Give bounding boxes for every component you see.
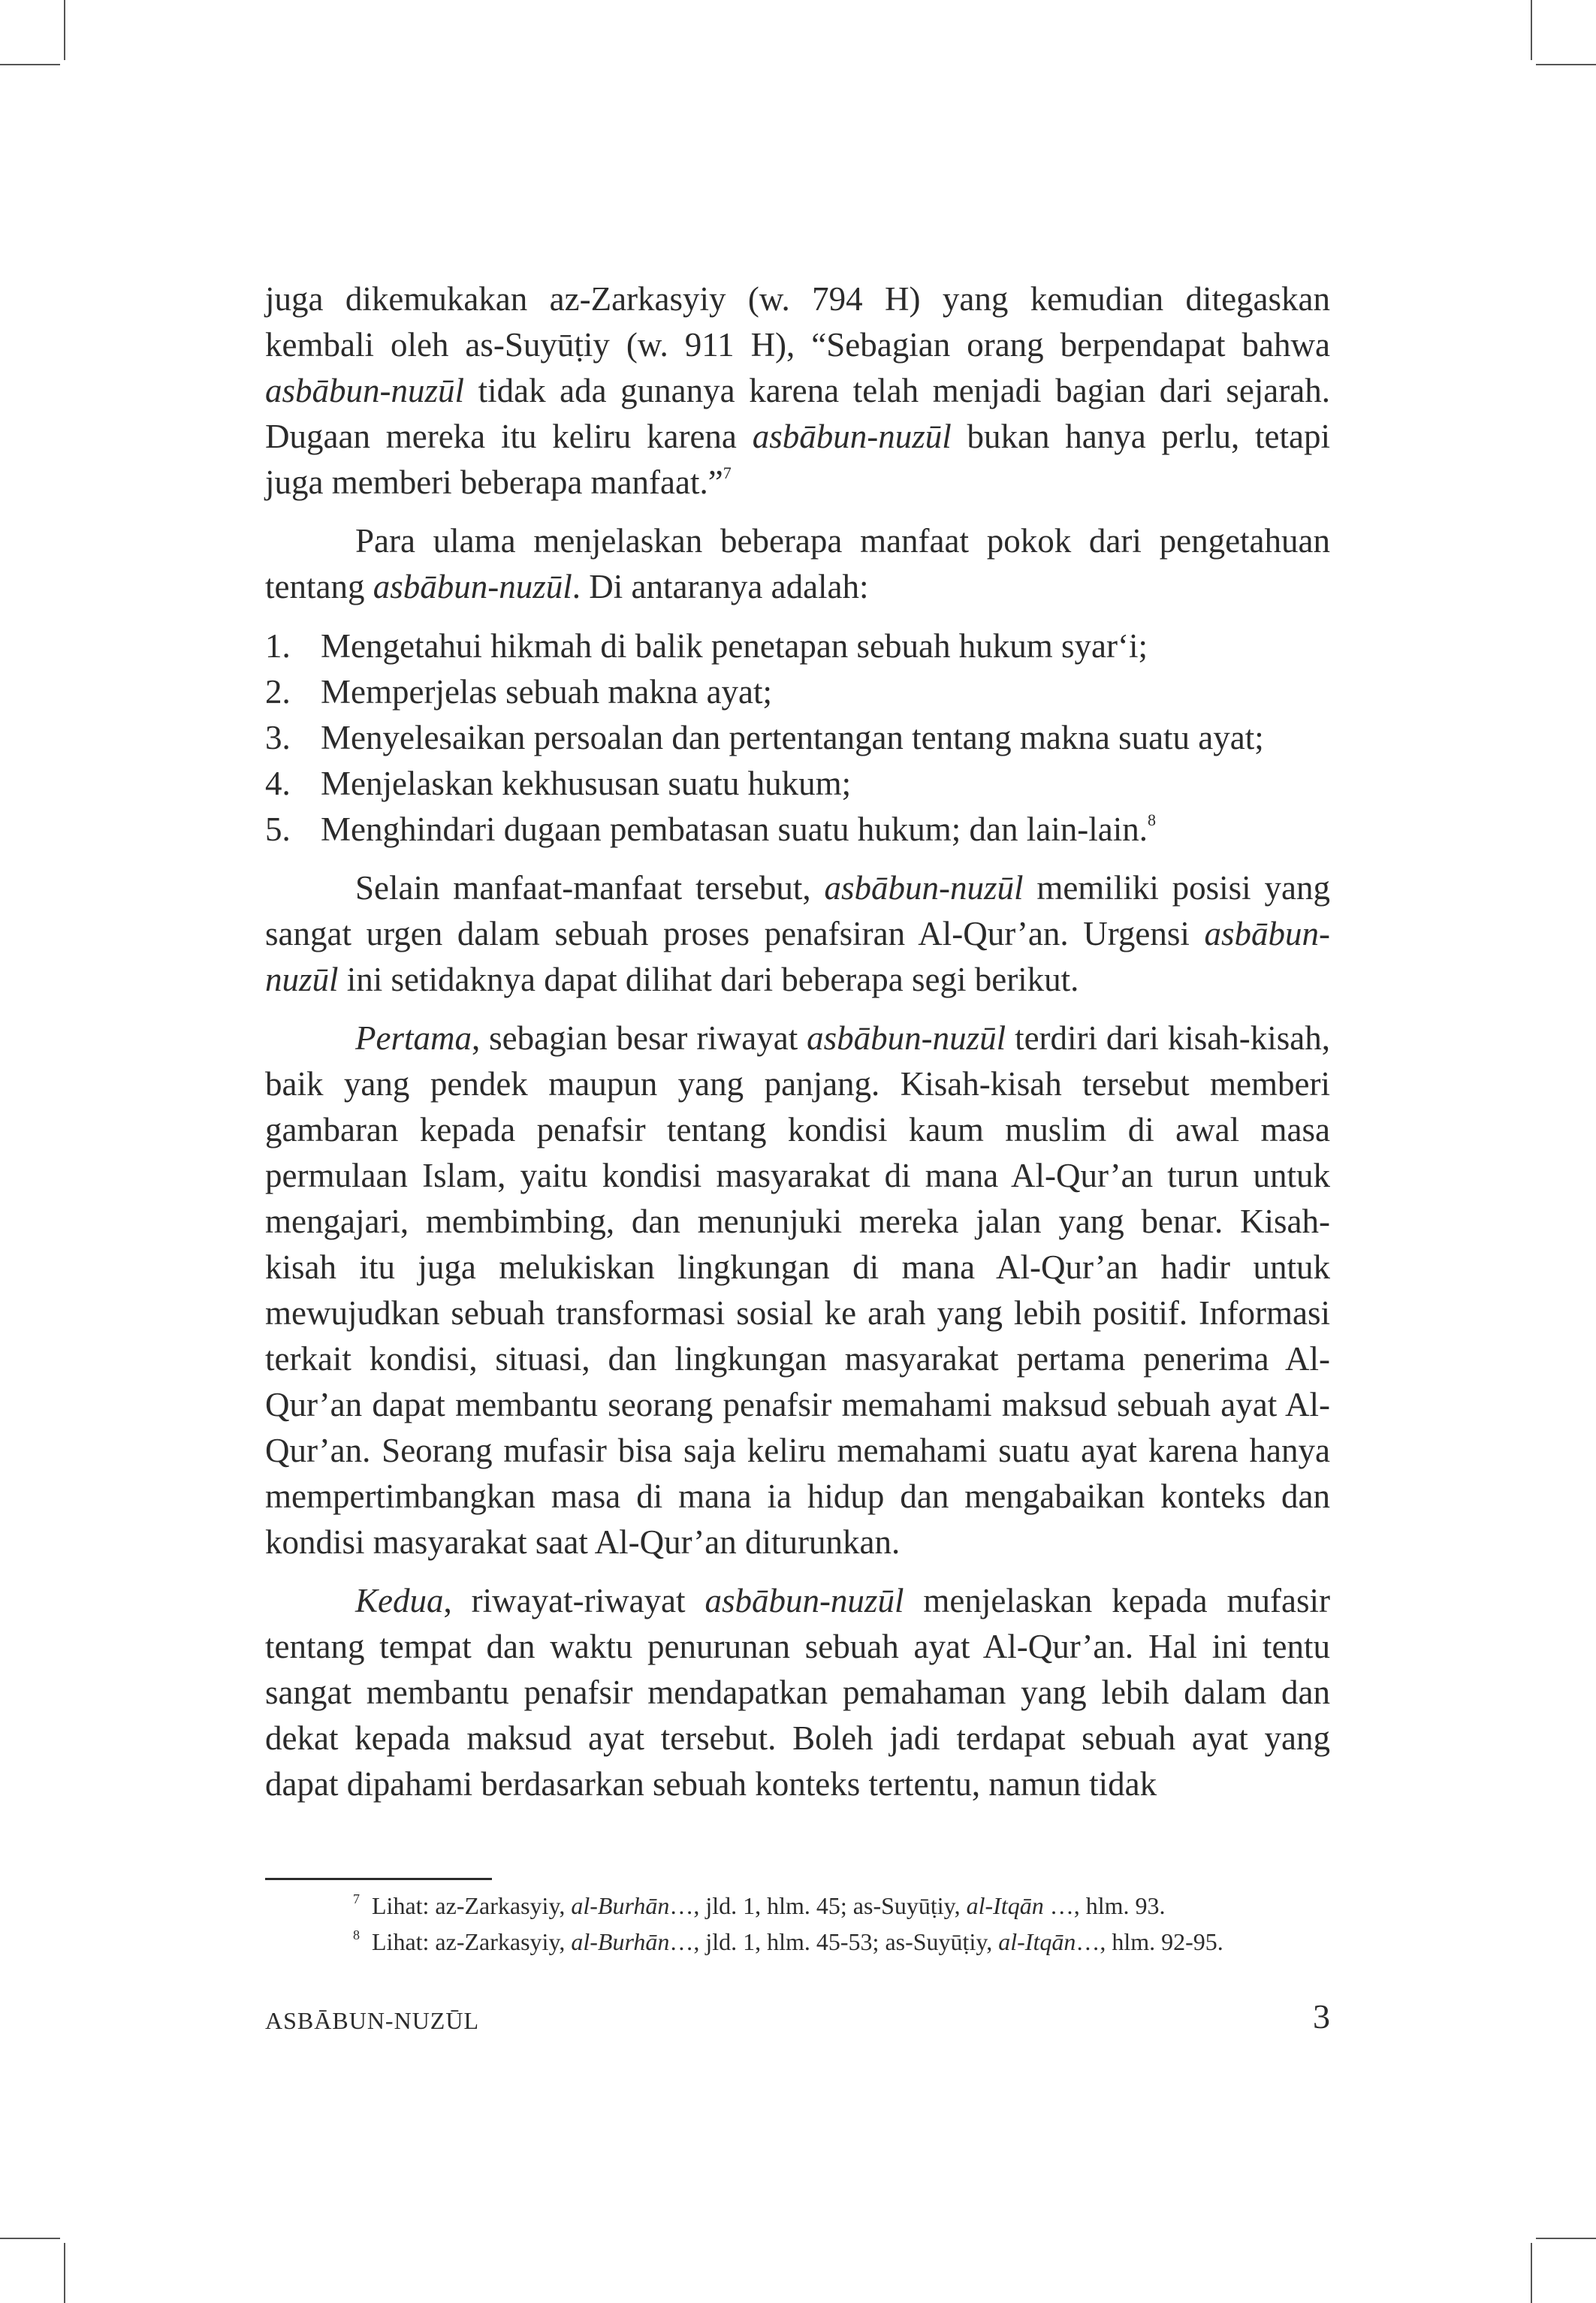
page-number: 3	[1313, 1997, 1330, 2036]
list-item: 5. Menghindari dugaan pembatasan suatu hukum; dan lain-lain.$^8$	[265, 810, 1156, 848]
term-italic: asbābun-nuzūl	[752, 418, 952, 455]
footnotes	[353, 1888, 1329, 1960]
crop-mark	[0, 64, 60, 65]
benefits-list	[265, 623, 1330, 853]
term-italic: asbābun-nuzūl	[265, 915, 1330, 998]
crop-mark	[64, 2243, 65, 2303]
footnote-ref[interactable]: 8	[1147, 810, 1156, 829]
list-item: 1. Mengetahui hikmah di balik penetapan sebuah hukum syar‘i;	[265, 627, 1148, 665]
footnote-ref[interactable]: 7	[723, 463, 732, 482]
term-italic: asbābun-nuzūl	[807, 1019, 1006, 1057]
paragraph-1: juga dikemukakan az-Zarkasyiy (w. 794 H) yang kemudian ditegaskan kembali oleh as-Suyūṭiy (w. 911 H), “Sebagian orang berpendapat bahwa asbābun-nuzūl tidak ada gunanya karena telah menjadi bagian dari sejarah. Dugaan mereka itu keliru karena asbābun-nuzūl bukan hanya perlu, tetapi juga memberi beberapa manfaat.”$^7$	[265, 280, 1330, 501]
body-text	[265, 276, 1330, 1807]
crop-mark	[0, 2238, 60, 2239]
crop-mark	[1536, 2238, 1596, 2239]
crop-mark	[1531, 0, 1532, 60]
term-italic: asbābun-nuzūl	[824, 869, 1024, 907]
crop-mark	[1536, 64, 1596, 65]
footnote: $^7$ Lihat: az-Zarkasyiy, al-Burhān…, jld. 1, hlm. 45; as-Suyūṭiy, al-Itqān …, hlm. 93.	[353, 1891, 1166, 1919]
running-head: ASBĀBUN-NUZŪL	[265, 2007, 479, 2034]
paragraph-4: Pertama, sebagian besar riwayat asbābun-nuzūl terdiri dari kisah-kisah, baik yang pendek maupun yang panjang. Kisah-kisah tersebut memberi gambaran kepada penafsir tentang kondisi kaum muslim di awal masa permulaan Islam, yaitu kondisi masyarakat di mana Al-Qur’an turun untuk mengajari, membimbing, dan menunjuki mereka jalan yang benar. Kisah-kisah itu juga melukiskan lingkungan di mana Al-Qur’an hadir untuk mewujudkan sebuah transformasi sosial ke arah yang lebih positif. Informasi terkait kondisi, situasi, dan lingkungan masyarakat pertama penerima Al-Qur’an dapat membantu seorang penafsir memahami maksud sebuah ayat Al-Qur’an. Seorang mufasir bisa saja keliru memahami suatu ayat karena hanya mempertimbangkan masa di mana ia hidup dan mengabaikan konteks dan kondisi masyarakat saat Al-Qur’an diturunkan.	[265, 1019, 1331, 1561]
paragraph-3: Selain manfaat-manfaat tersebut, asbābun-nuzūl memiliki posisi yang sangat urgen dalam sebuah proses penafsiran Al-Qur’an. Urgensi asbābun-nuzūl ini setidaknya dapat dilihat dari beberapa segi berikut.	[265, 869, 1330, 998]
list-item: 2. Memperjelas sebuah makna ayat;	[265, 673, 773, 711]
section-lead: Kedua	[355, 1582, 444, 1619]
list-item: 4. Menjelaskan kekhususan suatu hukum;	[265, 765, 852, 802]
term-italic: asbābun-nuzūl	[704, 1582, 904, 1619]
crop-mark	[64, 0, 65, 60]
footnote: $^8$ Lihat: az-Zarkasyiy, al-Burhān…, jld. 1, hlm. 45-53; as-Suyūṭiy, al-Itqān…, hlm. 92-95.	[353, 1927, 1223, 1955]
footnote-rule	[265, 1878, 492, 1880]
paragraph-5: Kedua, riwayat-riwayat asbābun-nuzūl menjelaskan kepada mufasir tentang tempat dan waktu penurunan sebuah ayat Al-Qur’an. Hal ini tentu sangat membantu penafsir mendapatkan pemahaman yang lebih dalam dan dekat kepada maksud ayat tersebut. Boleh jadi terdapat sebuah ayat yang dapat dipahami berdasarkan sebuah konteks tertentu, namun tidak	[265, 1582, 1330, 1803]
paragraph-2: Para ulama menjelaskan beberapa manfaat pokok dari pengetahuan tentang asbābun-nuzūl. Di antaranya adalah:	[265, 522, 1330, 605]
crop-mark	[1531, 2243, 1532, 2303]
section-lead: Pertama	[355, 1019, 472, 1057]
term-italic: asbābun-nuzūl	[265, 372, 465, 409]
term-italic: asbābun-nuzūl	[373, 568, 572, 605]
list-item: 3. Menyelesaikan persoalan dan pertentangan tentang makna suatu ayat;	[265, 719, 1264, 756]
